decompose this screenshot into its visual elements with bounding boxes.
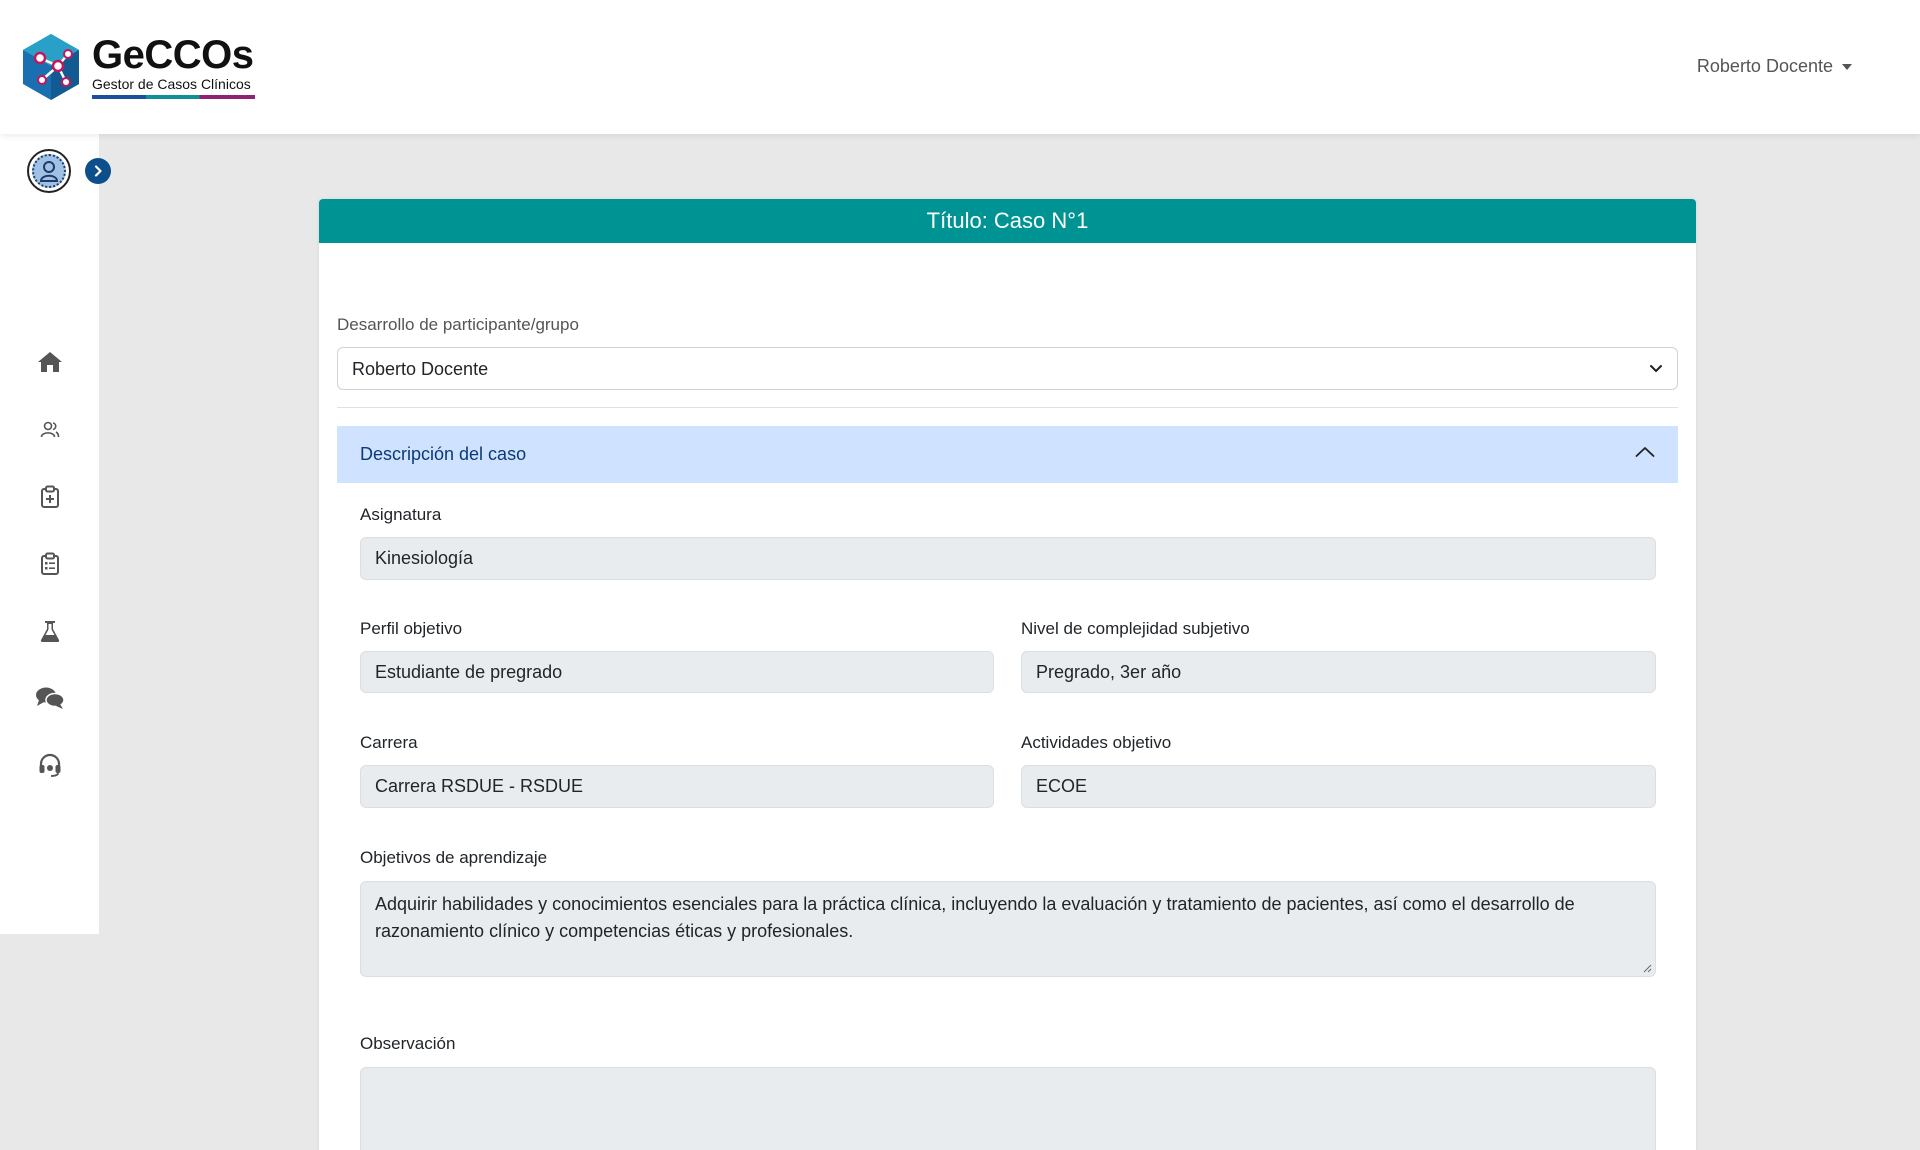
- carrera-field[interactable]: Carrera RSDUE - RSDUE: [360, 765, 994, 808]
- actividades-field[interactable]: ECOE: [1021, 765, 1656, 808]
- sidebar-item-new-case[interactable]: [33, 480, 67, 514]
- nivel-label: Nivel de complejidad subjetivo: [1021, 619, 1250, 638]
- resize-handle-icon[interactable]: [1642, 963, 1652, 973]
- app-logo[interactable]: [20, 32, 255, 102]
- sidebar-item-support[interactable]: [33, 748, 67, 782]
- participant-select[interactable]: [337, 347, 1678, 390]
- logo-hex-icon: [20, 32, 82, 102]
- comments-icon: [35, 686, 65, 710]
- top-navbar: [0, 0, 1920, 134]
- headset-icon: [38, 753, 62, 777]
- app-name: GeCCOs: [92, 33, 254, 77]
- accordion-title: Descripción del caso: [360, 444, 527, 464]
- caret-down-icon: [1842, 64, 1852, 70]
- user-menu-dropdown[interactable]: [1697, 56, 1852, 77]
- chevron-up-icon: [1635, 445, 1655, 459]
- sidebar: [0, 134, 99, 934]
- clipboard-plus-icon: [40, 485, 60, 509]
- nivel-field[interactable]: Pregrado, 3er año: [1021, 651, 1656, 693]
- asignatura-field[interactable]: Kinesiología: [360, 537, 1656, 580]
- participant-label: Desarrollo de participante/grupo: [337, 315, 579, 334]
- participant-selected-value: Roberto Docente: [352, 359, 489, 379]
- case-card: [319, 199, 1696, 1150]
- sidebar-item-comments[interactable]: [33, 681, 67, 715]
- sidebar-item-lab[interactable]: [33, 614, 67, 648]
- chevron-down-icon: [1649, 361, 1663, 375]
- observacion-label: Observación: [360, 1034, 456, 1053]
- sidebar-expand-button[interactable]: [85, 158, 111, 184]
- clipboard-list-icon: [40, 552, 60, 576]
- app-subtitle: Gestor de Casos Clínicos: [92, 76, 251, 92]
- case-title: Título: Caso N°1: [319, 199, 1696, 243]
- accordion-case-description[interactable]: [337, 426, 1678, 483]
- chevron-right-icon: [93, 165, 103, 177]
- objetivos-text: Adquirir habilidades y conocimientos esenciales para la práctica clínica, incluyendo la evaluación y tratamiento de pacientes, así como el desarrollo de razonamiento clínico y competencias éticas y profesionales.: [375, 894, 1575, 941]
- perfil-field[interactable]: Estudiante de pregrado: [360, 651, 994, 693]
- divider: [337, 407, 1678, 408]
- sidebar-item-home[interactable]: [33, 345, 67, 379]
- asignatura-label: Asignatura: [360, 505, 442, 524]
- logo-underline: [92, 95, 255, 99]
- user-avatar-icon: [39, 160, 59, 182]
- observacion-textarea[interactable]: [360, 1067, 1656, 1150]
- home-icon: [37, 350, 63, 374]
- perfil-label: Perfil objetivo: [360, 619, 463, 638]
- user-name: Roberto Docente: [1696, 56, 1833, 76]
- user-avatar[interactable]: [27, 149, 71, 193]
- sidebar-item-cases-list[interactable]: [33, 547, 67, 581]
- objetivos-label: Objetivos de aprendizaje: [360, 848, 548, 867]
- users-icon: [40, 421, 60, 439]
- carrera-label: Carrera: [360, 733, 418, 752]
- actividades-label: Actividades objetivo: [1021, 733, 1172, 752]
- sidebar-item-users[interactable]: [33, 413, 67, 447]
- flask-icon: [39, 619, 61, 643]
- objetivos-textarea[interactable]: [360, 881, 1656, 977]
